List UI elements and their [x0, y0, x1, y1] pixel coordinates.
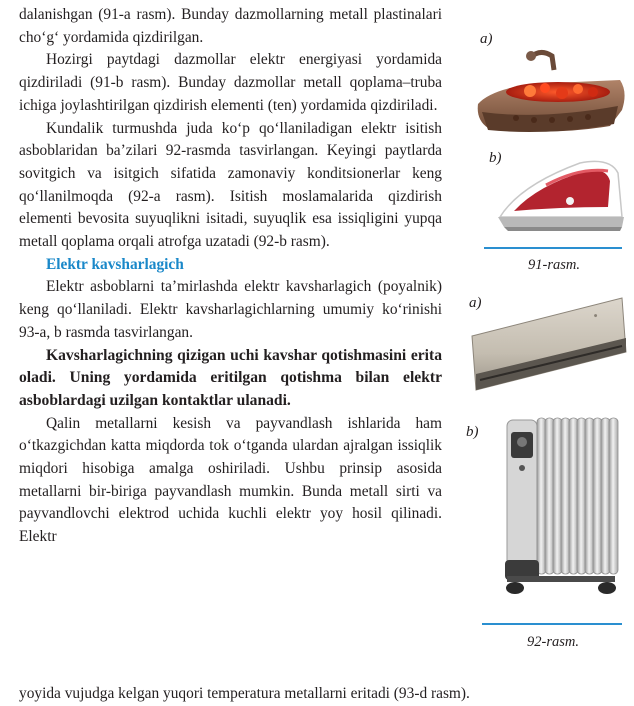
section-heading: Elektr kavsharlagich — [46, 255, 184, 273]
paragraph-5-bold: Kavsharlagichning qizigan uchi kavshar qotishmasini erita oladi. Uning yordamida eritilgan qotishma bilan elektr asboblardagi uzilgan kontaktlar ulanadi. — [19, 346, 442, 409]
fig91-rule — [484, 247, 622, 249]
svg-text:●: ● — [592, 312, 599, 320]
fig92-caption: 92-rasm. — [527, 634, 579, 650]
charcoal-iron-image — [470, 40, 630, 148]
paragraph-6-final-line: yoyida vujudga kelgan yuqori temperatura metallarni eritadi (93-d rasm). — [19, 685, 470, 702]
paragraph-2: Hozirgi paytdagi dazmollar elektr energiyasi yordamida qizdiriladi (91-b rasm). Bunday dazmollar metall qoplama–truba ichiga joylashtirilgan qizdirish elementi (ten) yordamida qizdiriladi. — [19, 51, 442, 114]
fig91-b-label: b) — [489, 150, 502, 166]
fig91-caption: 91-rasm. — [528, 257, 580, 273]
fig92-b-label: b) — [466, 424, 479, 440]
air-conditioner-image — [466, 292, 631, 397]
main-text-column — [19, 4, 442, 549]
electric-iron-image — [490, 145, 630, 240]
paragraph-4: Elektr asboblarni ta’mirlashda elektr kavsharlagich (poyalnik) keng qo‘llaniladi. Elektr kavsharlagichlarning umumiy ko‘rinishi 93-a, b rasmda tasvirlangan. — [19, 278, 442, 341]
paragraph-1: dalanishgan (91-a rasm). Bunday dazmollarning metall plastinalari cho‘g‘ yordamida qizdirilgan. — [19, 6, 442, 46]
paragraph-6: Qalin metallarni kesish va payvandlash ishlarida ham o‘tkazgichdan katta miqdorda tok o‘tganda ulardan ajralgan issiqlik miqdori hisobiga amalga oshiriladi. Ushbu prinsip asosida metallarni bir-biriga payvandlash mumkin. Bunda metall sirti va payvandlovchi elektrod uchida kuchli elektr yoy hosil qilinadi. Elektr — [19, 414, 442, 546]
paragraph-3: Kundalik turmushda juda ko‘p qo‘llaniladigan elektr isitish asboblaridan ba’zilari 92-rasmda tasvirlangan. Keyingi paytlarda sovitgich va isitgich sifatida zamonaviy konditsionerlar keng qo‘llanilmoqda (92-a rasm). Isitish moslamalarida qizdirish elementi bevosita suyuqlikni isitadi, suyuqlik esa issiqligini yupqa metall qoplama orqali atrofga uzatadi (92-b rasm). — [19, 119, 442, 251]
fig92-a-label: a) — [469, 295, 482, 311]
fig91-a-label: a) — [480, 31, 493, 47]
fig92-rule — [482, 623, 622, 625]
oil-radiator-image — [495, 410, 625, 610]
